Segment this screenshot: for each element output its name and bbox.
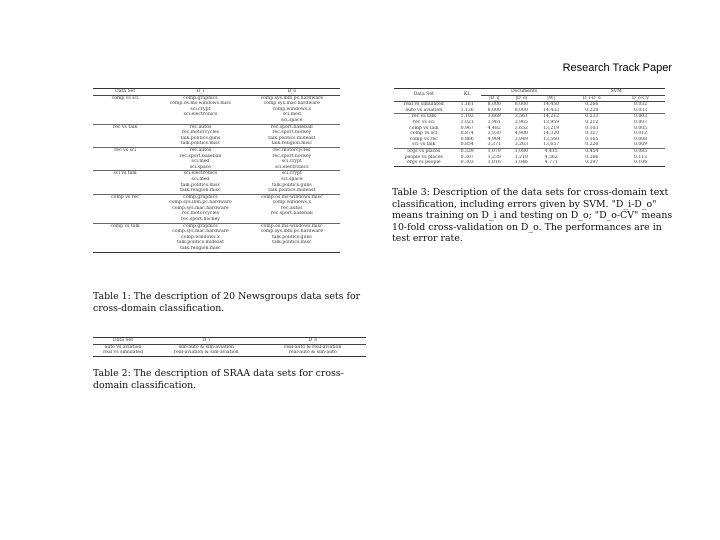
table-cell: 14,320	[543, 131, 560, 137]
table-cell: 0.226	[585, 142, 599, 148]
table-cell: 0.266	[585, 154, 599, 160]
table-cell: 3,652	[514, 125, 528, 131]
table-cell: talk.politics.mideast	[268, 188, 316, 194]
table-cell: sci.med	[191, 159, 210, 165]
table-cell: 1,046	[514, 160, 528, 166]
column-header: SVM	[567, 89, 665, 96]
table-cell: sci.electronics	[275, 164, 309, 170]
table-cell: rec vs talk	[93, 124, 157, 130]
table-cell: talk.politics.mideast	[176, 240, 224, 246]
table-cell: comp vs talk	[93, 223, 157, 229]
table-cell: sci.med	[282, 112, 301, 118]
table-cell: 0.212	[585, 119, 599, 125]
table-cell: 0.307	[460, 154, 474, 160]
table-cell: comp vs rec	[409, 136, 438, 142]
table-cell: 0.874	[460, 131, 474, 137]
table-cell: 4,482	[487, 125, 501, 131]
table3-caption: Table 3: Description of the data sets for cross-domain text classification, including errors given by SVM. "D_i-D_o" means training on D_i and testing on D_o; "D_o-CV" means 10-fold cross-validation on D_o. The performances are in test error rate.	[392, 187, 673, 245]
table-cell: 13,560	[543, 136, 560, 142]
table-cell: 4,771	[544, 160, 558, 166]
table-cell	[244, 246, 340, 252]
table-cell: comp vs rec	[93, 194, 157, 200]
table-cell: talk.religion.misc	[180, 246, 221, 252]
table-cell: 0.005	[634, 125, 648, 131]
table-cell: sci.crypt	[244, 171, 340, 177]
table-cell: sci.med	[191, 176, 210, 182]
table-cell: talk.religion.misc	[271, 141, 313, 147]
table-cell: 1,016	[487, 160, 501, 166]
column-subheader: D_i-D_o	[567, 95, 616, 102]
table-cell: rec vs sci	[93, 147, 157, 153]
table-cell: rec.sport.hockey	[272, 153, 312, 159]
table-cell: real-auto & real-aviation	[284, 344, 342, 350]
table-cell: 3,949	[514, 136, 528, 142]
table2-caption: Table 2: The description of SRAA data sets for cross-domain classification.	[93, 368, 344, 391]
table-cell: comp vs sci	[410, 131, 438, 137]
table-cell: 3,669	[481, 114, 508, 120]
table-cell: sci.electronics	[157, 171, 243, 177]
table-cell: rec vs talk	[394, 114, 454, 120]
table-cell: 0.228	[585, 107, 599, 113]
table-cell: rec.sport.baseball	[179, 153, 222, 159]
table-cell: 1,079	[481, 148, 508, 154]
table-cell: comp.sys.mac.hardware	[263, 101, 321, 107]
table-cell: real-auto & sim-auto	[288, 350, 337, 356]
table-cell: 4,900	[514, 131, 528, 137]
column-header: D_i	[153, 338, 259, 345]
table-cell: rec.autos	[157, 147, 243, 153]
table-cell: 0.085	[616, 148, 665, 154]
table-cell: sci vs talk	[412, 142, 436, 148]
table-cell: people vs places	[404, 154, 443, 160]
column-header: D_o	[244, 89, 340, 96]
table-cell: rec.sport.baseball	[270, 211, 313, 217]
table-cell: talk.politics.mideast	[268, 135, 316, 141]
table-cell: talk.religion.misc	[180, 188, 221, 194]
table-cell: 3,961	[487, 119, 501, 125]
table-cell: 0.866	[460, 136, 474, 142]
table-cell: rec.autos	[157, 124, 243, 130]
table-cell: 0.106	[634, 160, 648, 166]
column-header: Data Set	[93, 338, 153, 345]
table-cell: 0.329	[454, 148, 481, 154]
table-cell: rec.sport.hockey	[272, 130, 312, 136]
table-cell: 0.003	[616, 114, 665, 120]
column-subheader: |D_i|	[481, 95, 508, 102]
table-cell: 4,415	[535, 148, 568, 154]
table-cell: sci vs talk	[93, 171, 157, 177]
table-cell: comp.os.ms-windows.misc	[244, 194, 340, 200]
table-cell: comp vs sci	[111, 95, 139, 101]
table-cell: 4,904	[487, 136, 501, 142]
column-subheader: D_o-CV	[616, 95, 665, 102]
table-cell: talk.politics.misc	[180, 141, 221, 147]
table-cell: 0.165	[585, 136, 599, 142]
table-cell: rec vs sci	[412, 119, 435, 125]
table-cell: 8,000	[487, 102, 501, 108]
table-cell: 3,965	[514, 119, 528, 125]
table-cell: comp.windows.x	[181, 234, 220, 240]
table-cell: sci.crypt	[190, 106, 211, 112]
table-cell: 13,219	[543, 125, 560, 131]
table-cell: 0.103	[585, 125, 599, 131]
table-cell: comp.sys.mac.hardware	[172, 229, 229, 235]
table-cell: 14,450	[543, 102, 560, 108]
table-cell: 13,959	[543, 119, 560, 125]
table-cell: comp.sys.ibm.pc.hardware	[260, 95, 324, 101]
table-cell: 1,210	[514, 154, 528, 160]
table-cell: 0.303	[460, 160, 474, 166]
table-cell: comp.sys.ibm.pc.hardware	[169, 200, 232, 206]
table-cell: 3,930	[487, 131, 501, 137]
table-cell: 13,657	[543, 142, 560, 148]
table-cell: 14,212	[535, 114, 568, 120]
table-cell: comp.graphics	[157, 194, 243, 200]
table-cell: 0.317	[585, 131, 599, 137]
table-row	[394, 160, 665, 166]
column-subheader: |W|	[535, 95, 568, 102]
table-cell: rec.autos	[281, 205, 303, 211]
table-cell: comp.os.ms-windows.misc	[244, 223, 340, 229]
column-header: D_o	[260, 338, 366, 345]
table-cell: 8,000	[514, 102, 528, 108]
table-cell: comp.graphics	[183, 95, 218, 101]
table-cell: real vs simulated	[103, 350, 143, 356]
table-cell: rec.sport.baseball	[244, 124, 340, 130]
table-cell: 0.008	[634, 136, 648, 142]
table-cell: orgs vs people	[406, 160, 441, 166]
table-cell: 1.021	[460, 119, 474, 125]
table-cell: 3,371	[487, 142, 501, 148]
table-cell: 1.126	[460, 107, 474, 113]
table-cell: 0.032	[634, 102, 648, 108]
table-cell: 0.454	[567, 148, 616, 154]
table-cell: talk.politics.misc	[180, 182, 221, 188]
table-cell: 1,239	[487, 154, 501, 160]
table-cell	[93, 246, 157, 252]
table-cell: comp.windows.x	[272, 200, 312, 206]
table-cell: 1,080	[508, 148, 535, 154]
table-cell: 0.297	[585, 160, 599, 166]
table-cell: 0.009	[634, 142, 648, 148]
table-cell: sim-auto & sim-aviation	[178, 344, 234, 350]
table-row	[93, 246, 340, 252]
table-cell: rec.sport.hockey	[180, 217, 220, 223]
table-cell: auto vs aviation	[405, 107, 443, 113]
table-cell: real-aviation & sim-aviation	[173, 350, 239, 356]
table-cell: 14,433	[543, 107, 560, 113]
column-header: Data Set	[394, 89, 454, 102]
column-header: Documents	[481, 89, 568, 96]
table-cell: 0.007	[634, 119, 648, 125]
table-cell: 1.161	[460, 102, 474, 108]
table-cell: rec.motorcycles	[244, 147, 340, 153]
table-cell: orgs vs places	[394, 148, 454, 154]
table-cell: talk.politics.guns	[271, 234, 312, 240]
table-cell: comp.graphics	[157, 223, 243, 229]
table-cell: talk.politics.misc	[272, 240, 312, 246]
column-header: D_i	[157, 89, 243, 96]
table-cell: talk.politics.guns	[180, 135, 221, 141]
table-cell: sci.space	[281, 117, 303, 123]
table-cell: 1.102	[454, 114, 481, 120]
table-cell: rec.motorcycles	[181, 211, 220, 217]
page-header: Research Track Paper	[562, 62, 672, 74]
table-cell: 0.233	[567, 114, 616, 120]
table-cell: 0.012	[634, 131, 648, 137]
table-cell: comp vs talk	[409, 125, 439, 131]
column-header: KL	[454, 89, 481, 102]
column-header: Data Set	[93, 89, 157, 96]
table-cell: sci.crypt	[281, 159, 302, 165]
table-sraa	[93, 337, 366, 357]
table-dataset-description	[394, 88, 665, 167]
table-cell: 8,000	[487, 107, 501, 113]
table-cell: comp.sys.mac.hardware	[172, 205, 229, 211]
column-subheader: |D_o|	[508, 95, 535, 102]
table-cell: comp.sys.ibm.pc.hardware	[260, 229, 324, 235]
table-cell: 8,000	[514, 107, 528, 113]
table-cell: 0.113	[634, 154, 648, 160]
table-cell: 3,561	[508, 114, 535, 120]
table-cell: sci.electronics	[183, 112, 218, 118]
table-cell: 4,562	[544, 154, 558, 160]
table-cell: real vs simulated	[403, 102, 444, 108]
table-cell: sci.space	[281, 176, 303, 182]
table-cell: rec.motorcycles	[181, 130, 220, 136]
table-cell: 3,263	[514, 142, 528, 148]
table-cell: 0.967	[460, 125, 474, 131]
table-cell: talk.politics.guns	[271, 182, 312, 188]
table-cell: 0.266	[585, 102, 599, 108]
table-cell: 0.033	[634, 107, 648, 113]
table-cell: auto vs aviation	[104, 344, 142, 350]
table-cell: sci.space	[189, 164, 212, 170]
table1-caption: Table 1: The description of 20 Newsgroups data sets for cross-domain classification.	[93, 291, 361, 314]
table-cell: comp.windows.x	[272, 106, 312, 112]
table-20-newsgroups	[93, 88, 340, 253]
table-cell: 0.854	[460, 142, 474, 148]
table-row	[93, 350, 366, 356]
table-cell: comp.os.ms-windows.misc	[169, 101, 232, 107]
